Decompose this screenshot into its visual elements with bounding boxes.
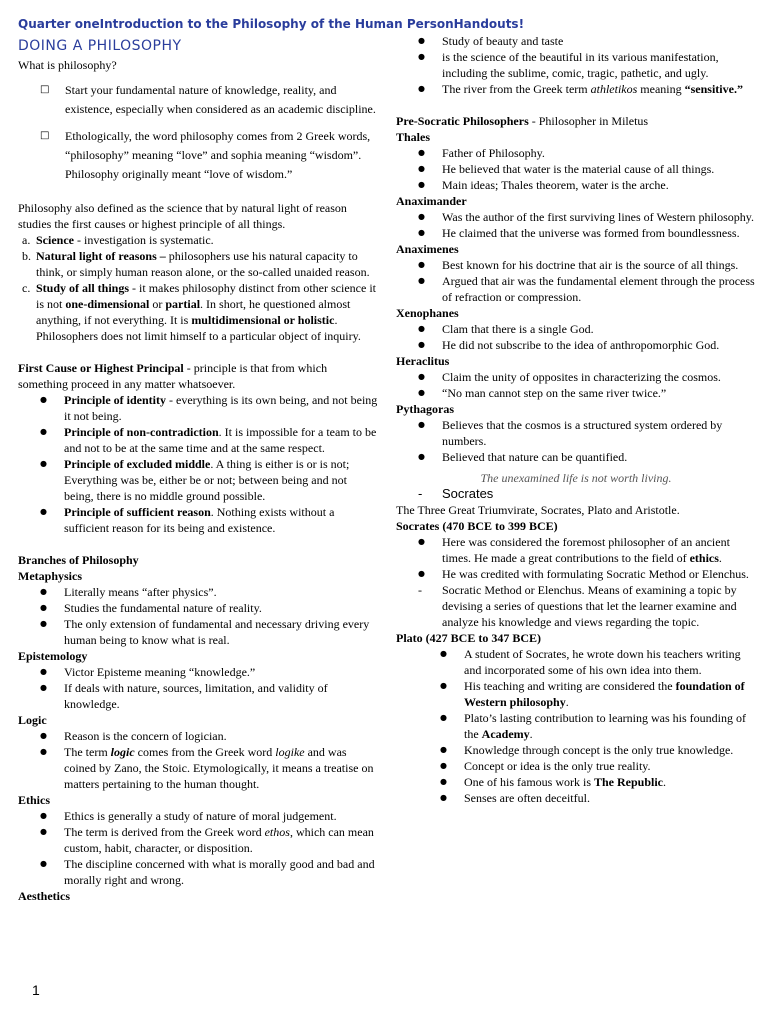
square-bullet-icon: □ [40, 84, 50, 95]
science-intro: Philosophy also defined as the science that by natural light of reason studies the first causes or highest principle of all things. [18, 201, 347, 231]
ethics-heading: Ethics [18, 793, 51, 807]
plato-heading: Plato (427 BCE to 347 BCE) [396, 631, 541, 645]
heraclitus-heading: Heraclitus [396, 354, 450, 368]
list-item: ● Ethics is generally a study of nature of moral judgement. [18, 808, 378, 824]
list-item: ● Senses are often deceitful. [396, 790, 756, 806]
square-bullet-icon: □ [40, 130, 50, 141]
list-item: ● If deals with nature, sources, limitation, and validity of knowledge. [18, 680, 378, 712]
list-item: ● Principle of excluded middle. A thing is either is or is not; Everything was be, either be or not; between being and not being, there is no middle ground possible. [18, 456, 378, 504]
ethics-list [18, 808, 378, 888]
pythagoras-list [396, 417, 756, 465]
aesthetics-list [396, 33, 756, 97]
logic-list [18, 728, 378, 792]
anaximenes-heading: Anaximenes [396, 242, 459, 256]
list-item: ● Believed that nature can be quantified. [396, 449, 756, 465]
socrates-heading: Socrates (470 BCE to 399 BCE) [396, 519, 558, 533]
list-item: a. Science - investigation is systematic. [22, 233, 214, 247]
list-item: ● Was the author of the first surviving lines of Western philosophy. [396, 209, 756, 225]
list-item: ● He believed that water is the material cause of all things. [396, 161, 756, 177]
page-number: 1 [32, 982, 40, 998]
principles-list [18, 392, 378, 536]
anaximenes-list [396, 257, 756, 305]
list-item: ● Principle of sufficient reason. Nothing exists without a sufficient reason for its being and existence. [18, 504, 378, 536]
list-item: ● is the science of the beautiful in its various manifestation, including the sublime, comic, tragic, pathetic, and ugly. [396, 49, 756, 81]
epistemology-heading: Epistemology [18, 649, 88, 663]
list-item: ● The only extension of fundamental and necessary driving every human being to know what is real. [18, 616, 378, 648]
metaphysics-list [18, 584, 378, 648]
list-item: ● Plato’s lasting contribution to learning was his founding of the Academy. [396, 710, 756, 742]
section-subtitle: DOING A PHILOSOPHY [18, 38, 182, 54]
list-item: ● Concept or idea is the only true reality. [396, 758, 756, 774]
definition-item [18, 81, 378, 119]
list-item: ● Victor Episteme meaning “knowledge.” [18, 664, 378, 680]
definition-text: Start your fundamental nature of knowledge, reality, and existence, especially when considered as an academic discipline. [65, 83, 376, 116]
list-item: b. Natural light of reasons – philosophers use his natural capacity to think, or simply human reason alone, or the so-called unaided reason. [22, 249, 370, 279]
xenophanes-list [396, 321, 756, 353]
socrates-list [396, 534, 756, 582]
thales-heading: Thales [396, 130, 431, 144]
definition-item [18, 127, 378, 184]
question-heading: What is philosophy? [18, 58, 117, 72]
list-item: ● The discipline concerned with what is morally good and bad and morally right and wrong. [18, 856, 378, 888]
list-item: ● His teaching and writing are considered the foundation of Western philosophy. [396, 678, 756, 710]
list-item: ● The river from the Greek term athletikos meaning “sensitive.” [396, 81, 756, 97]
heraclitus-list [396, 369, 756, 401]
list-item: c. Study of all things - it makes philosophy distinct from other science it is not one-dimensional or partial. In short, he questioned almost anything, if not everything. It is multidimensional or holistic. Philosophers does not limit himself to a particular object of inquiry. [22, 281, 376, 343]
plato-list [396, 646, 756, 806]
socrates-label: - Socrates [418, 486, 494, 501]
list-item: ● Literally means “after physics”. [18, 584, 378, 600]
metaphysics-heading: Metaphysics [18, 569, 82, 583]
list-item: ● Argued that air was the fundamental element through the process of refraction or compression. [396, 273, 756, 305]
thales-list [396, 145, 756, 193]
list-item: ● A student of Socrates, he wrote down his teachers writing and incorporated some of his own idea into them. [396, 646, 756, 678]
list-item: ● The term is derived from the Greek word ethos, which can mean custom, habit, character, or disposition. [18, 824, 378, 856]
socrates-quote: The unexamined life is not worth living. [480, 471, 672, 485]
list-item: ● Knowledge through concept is the only true knowledge. [396, 742, 756, 758]
list-item: ● He did not subscribe to the idea of anthropomorphic God. [396, 337, 756, 353]
list-item: ● Here was considered the foremost philosopher of an ancient times. He made a great contributions to the field of ethics. [396, 534, 756, 566]
list-item: ● He claimed that the universe was formed from boundlessness. [396, 225, 756, 241]
list-item: ● Father of Philosophy. [396, 145, 756, 161]
list-item: ● Clam that there is a single God. [396, 321, 756, 337]
list-item: ● Studies the fundamental nature of reality. [18, 600, 378, 616]
page-title: Quarter oneIntroduction to the Philosophy of the Human PersonHandouts! [18, 17, 525, 31]
right-column [396, 33, 756, 806]
list-item: ● Principle of non-contradiction. It is impossible for a team to be and not to be at the same time and at the same respect. [18, 424, 378, 456]
science-list [18, 232, 378, 344]
presocratic-heading: Pre-Socratic Philosophers - Philosopher in Miletus [396, 114, 649, 128]
list-item: ● He was credited with formulating Socratic Method or Elenchus. [396, 566, 756, 582]
list-item: ● The term logic comes from the Greek word logike and was coined by Zano, the Stoic. Etymologically, it means a treatise on matters pertaining to the human thought. [18, 744, 378, 792]
triumvirate-text: The Three Great Triumvirate, Socrates, Plato and Aristotle. [396, 503, 680, 517]
list-item: ● Study of beauty and taste [396, 33, 756, 49]
xenophanes-heading: Xenophanes [396, 306, 459, 320]
pythagoras-heading: Pythagoras [396, 402, 454, 416]
logic-heading: Logic [18, 713, 47, 727]
anaximander-list [396, 209, 756, 241]
branches-heading: Branches of Philosophy [18, 553, 139, 567]
anaximander-heading: Anaximander [396, 194, 467, 208]
list-item: ● Believes that the cosmos is a structured system ordered by numbers. [396, 417, 756, 449]
definition-text: Ethologically, the word philosophy comes from 2 Greek words, “philosophy” meaning “love” and sophia meaning “wisdom”. Philosophy originally meant “love of wisdom.” [65, 129, 371, 181]
first-cause-paragraph: First Cause or Highest Principal - principle is that from which something proceed in any matter whatsoever. [18, 361, 328, 391]
list-item: ● “No man cannot step on the same river twice.” [396, 385, 756, 401]
list-item: ● Principle of identity - everything is its own being, and not being it not being. [18, 392, 378, 424]
list-item: ● Best known for his doctrine that air is the source of all things. [396, 257, 756, 273]
list-item: ● One of his famous work is The Republic. [396, 774, 756, 790]
list-item: ● Main ideas; Thales theorem, water is the arche. [396, 177, 756, 193]
aesthetics-heading: Aesthetics [18, 889, 70, 903]
list-item: ● Reason is the concern of logician. [18, 728, 378, 744]
list-item: ● Claim the unity of opposites in characterizing the cosmos. [396, 369, 756, 385]
left-column [18, 57, 378, 904]
epistemology-list [18, 664, 378, 712]
socratic-method-item: - Socratic Method or Elenchus. Means of examining a topic by devising a series of questions that let the learner examine and analyze his knowledge and views regarding the topic. [418, 583, 737, 629]
